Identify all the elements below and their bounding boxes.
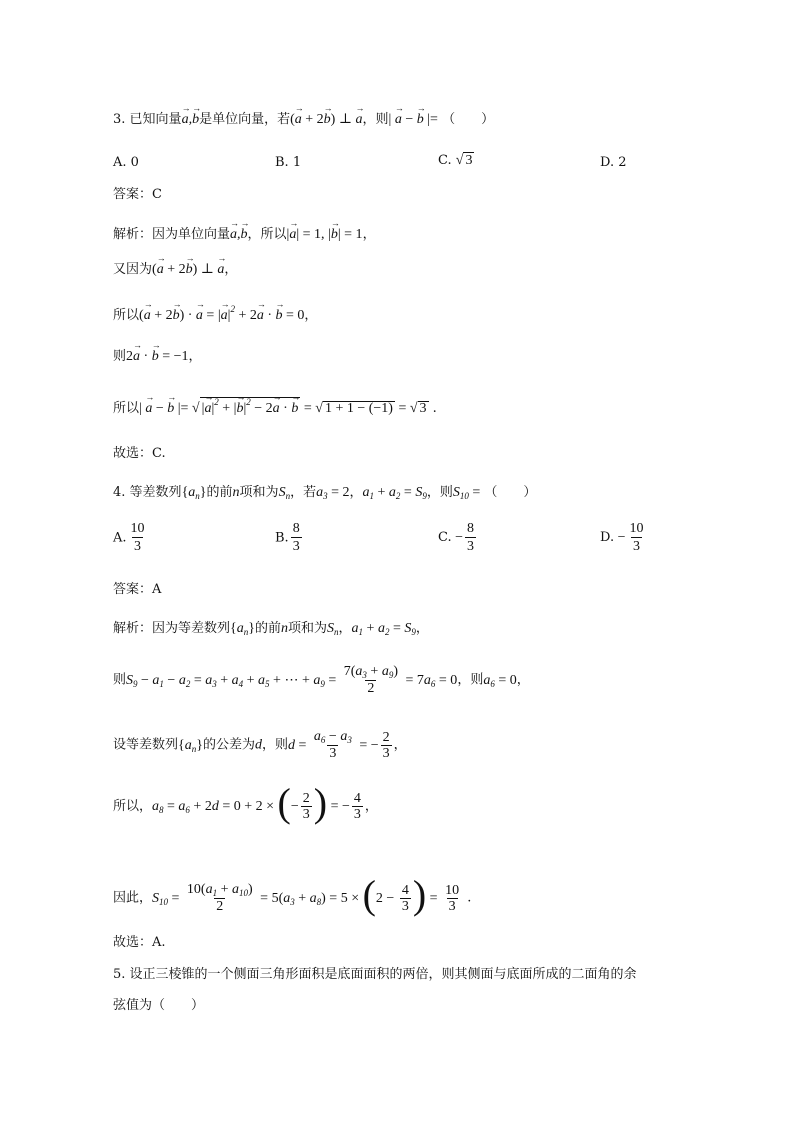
q3-number: 3. (113, 112, 126, 127)
formula: $S_{10}$ = $\frac{10(a_1 + a_{10})}{2}$ = $5(a_3 + a_8) = 5 \times (2$ − $\frac{4}{3}$ ) = $\frac{10}{3}$ (152, 871, 460, 917)
q4-option-a[interactable]: A. $\frac{10}{3}$ (113, 521, 145, 554)
q4-number: 4. (113, 485, 126, 500)
q4-solution-5: 因此，$S_{10}$ = $\frac{10(a_1 + a_{10})}{2}$ = $5(a_3 + a_8) = 5 \times (2$ − $\frac{4}{3}$ ) = $\frac{10}{3}$ . (113, 871, 472, 917)
formula: $\frac{10}{3}$ (130, 521, 145, 554)
q4-choose: 故选：A. (113, 935, 166, 950)
formula: − $\frac{10}{3}$ (614, 521, 644, 554)
q4-answer: 答案：A (113, 582, 162, 597)
q4-solution-1: 解析：因为等差数列$\{a_n\}$的前n项和为$S_n$，$a_1 + a_2 = S_9$， (113, 621, 429, 637)
formula: |→ a| = 1, |→ b| = 1 (287, 227, 363, 242)
formula: $S_n$ (278, 485, 291, 501)
formula: | → a − → b |= (389, 112, 438, 127)
formula: | → a − → b |= √ |→ $a|^2$ + |→ $b|^2 - 2\to a$ · → b = √ 1 + 1 − (−1) = √ 3 (139, 401, 429, 416)
formula: d = $\frac{a_6 - a_3}{3}$ = − $\frac{2}{3}$ (288, 729, 390, 761)
formula: $S_n$ (327, 621, 339, 637)
formula: $a_1 + a_2 = S_9$ (351, 621, 416, 637)
q4-option-c[interactable]: C. − $\frac{8}{3}$ (438, 521, 478, 555)
q4-solution-2: 则$S_9 - a_1 - a_2 = a_3 + a_4 + a_5$ + ⋯ + $a_9$ = $\frac{7(a_3 + a_9)}{2}$ = $7a_6 = 0$，则$a_6 = 0$， (113, 664, 530, 696)
q3-option-b[interactable]: B. 1 (275, 155, 302, 170)
formula: (→ a + 2→ b) · → a = |→ $a|^2 + 2\to a$ · → b = 0 (139, 308, 304, 323)
formula: $S_9 - a_1 - a_2 = a_3 + a_4 + a_5$ + ⋯ + $a_9$ = $\frac{7(a_3 + a_9)}{2}$ = $7a_6 = 0$ (126, 664, 458, 696)
q4-option-b[interactable]: B. $\frac{8}{3}$ (275, 521, 300, 554)
q3-choose: 故选：C. (113, 446, 166, 461)
formula: $a_8 = a_6 + 2d = 0 + 2$ × (− $\frac{2}{3}$ ) = − $\frac{4}{3}$ (152, 780, 361, 826)
q4-solution-3: 设等差数列$\{a_n\}$的公差为d，则d = $\frac{a_6 - a_3}{3}$ = − $\frac{2}{3}$ ， (113, 729, 407, 761)
q5-stem-line-2: 弦值为（ ） (113, 998, 205, 1013)
formula: d (255, 737, 262, 753)
q3-solution-2: 又因为(→ a + 2→ b) ⊥ → a， (113, 263, 237, 277)
q3-solution-1: 解析：因为单位向量→ a,→ b，所以|→ a| = 1, |→ b| = 1， (113, 228, 376, 242)
formula: → a,→ b (182, 112, 200, 127)
formula: n (281, 621, 288, 636)
q3-answer: 答案：C (113, 187, 162, 202)
q3-option-a[interactable]: A. 0 (113, 155, 139, 170)
q4-solution-4: 所以，$a_8 = a_6 + 2d = 0 + 2$ × (− $\frac{2}{3}$ ) = − $\frac{4}{3}$ ， (113, 780, 378, 826)
formula: $\frac{8}{3}$ (292, 521, 300, 554)
q3-solution-5: 所以| → a − → b |= √ |→ $a|^2$ + |→ $b|^2 - 2\to a$ · → b = √ 1 + 1 − (−1) = √ 3 . (113, 397, 437, 416)
formula: (→ a + 2→ b) ⊥ → a (152, 262, 224, 277)
formula: $\{a_n\}$ (230, 621, 255, 637)
formula: (→ a + 2→ b) ⊥ → a (290, 112, 362, 127)
formula: $S_{10}$ = (452, 485, 481, 501)
q5-stem-line-1: 5. 设正三棱锥的一个侧面三角形面积是底面面积的两倍，则其侧面与底面所成的二面角的余 (113, 967, 637, 982)
formula: 2→ a · → b = −1 (126, 349, 188, 364)
formula: $a_1 + a_2 = S_9$ (362, 485, 427, 501)
formula: √ 3 (455, 153, 473, 168)
formula: $\{a_n\}$ (181, 485, 207, 501)
q3-solution-3: 所以(→ a + 2→ b) · → a = |→ $a|^2 + 2\to a$ · → b = 0， (113, 305, 317, 323)
q3-option-d[interactable]: D. 2 (600, 155, 627, 170)
formula: $\{a_n\}$ (178, 737, 203, 754)
formula: → a,→ b (230, 227, 248, 242)
q3-option-c[interactable]: C. √ 3 (438, 153, 473, 168)
q3-solution-4: 则2→ a · → b = −1， (113, 350, 202, 364)
q4-option-d[interactable]: D. − $\frac{10}{3}$ (600, 521, 648, 555)
q4-stem: 4. 等差数列$\{a_n\}$的前n项和为$S_n$，若$a_3 = 2$，$a_1 + a_2 = S_9$，则$S_{10}$ = （ ） (113, 485, 537, 501)
formula: $a_3 = 2$ (316, 485, 350, 501)
formula: − $\frac{8}{3}$ (451, 521, 475, 554)
formula: n (232, 485, 240, 500)
formula: $a_6 = 0$ (483, 672, 517, 689)
q3-stem: 3. 已知向量→ a,→ b是单位向量，若(→ a + 2→ b) ⊥ → a，则| → a − → b |= （ ） (113, 113, 494, 127)
